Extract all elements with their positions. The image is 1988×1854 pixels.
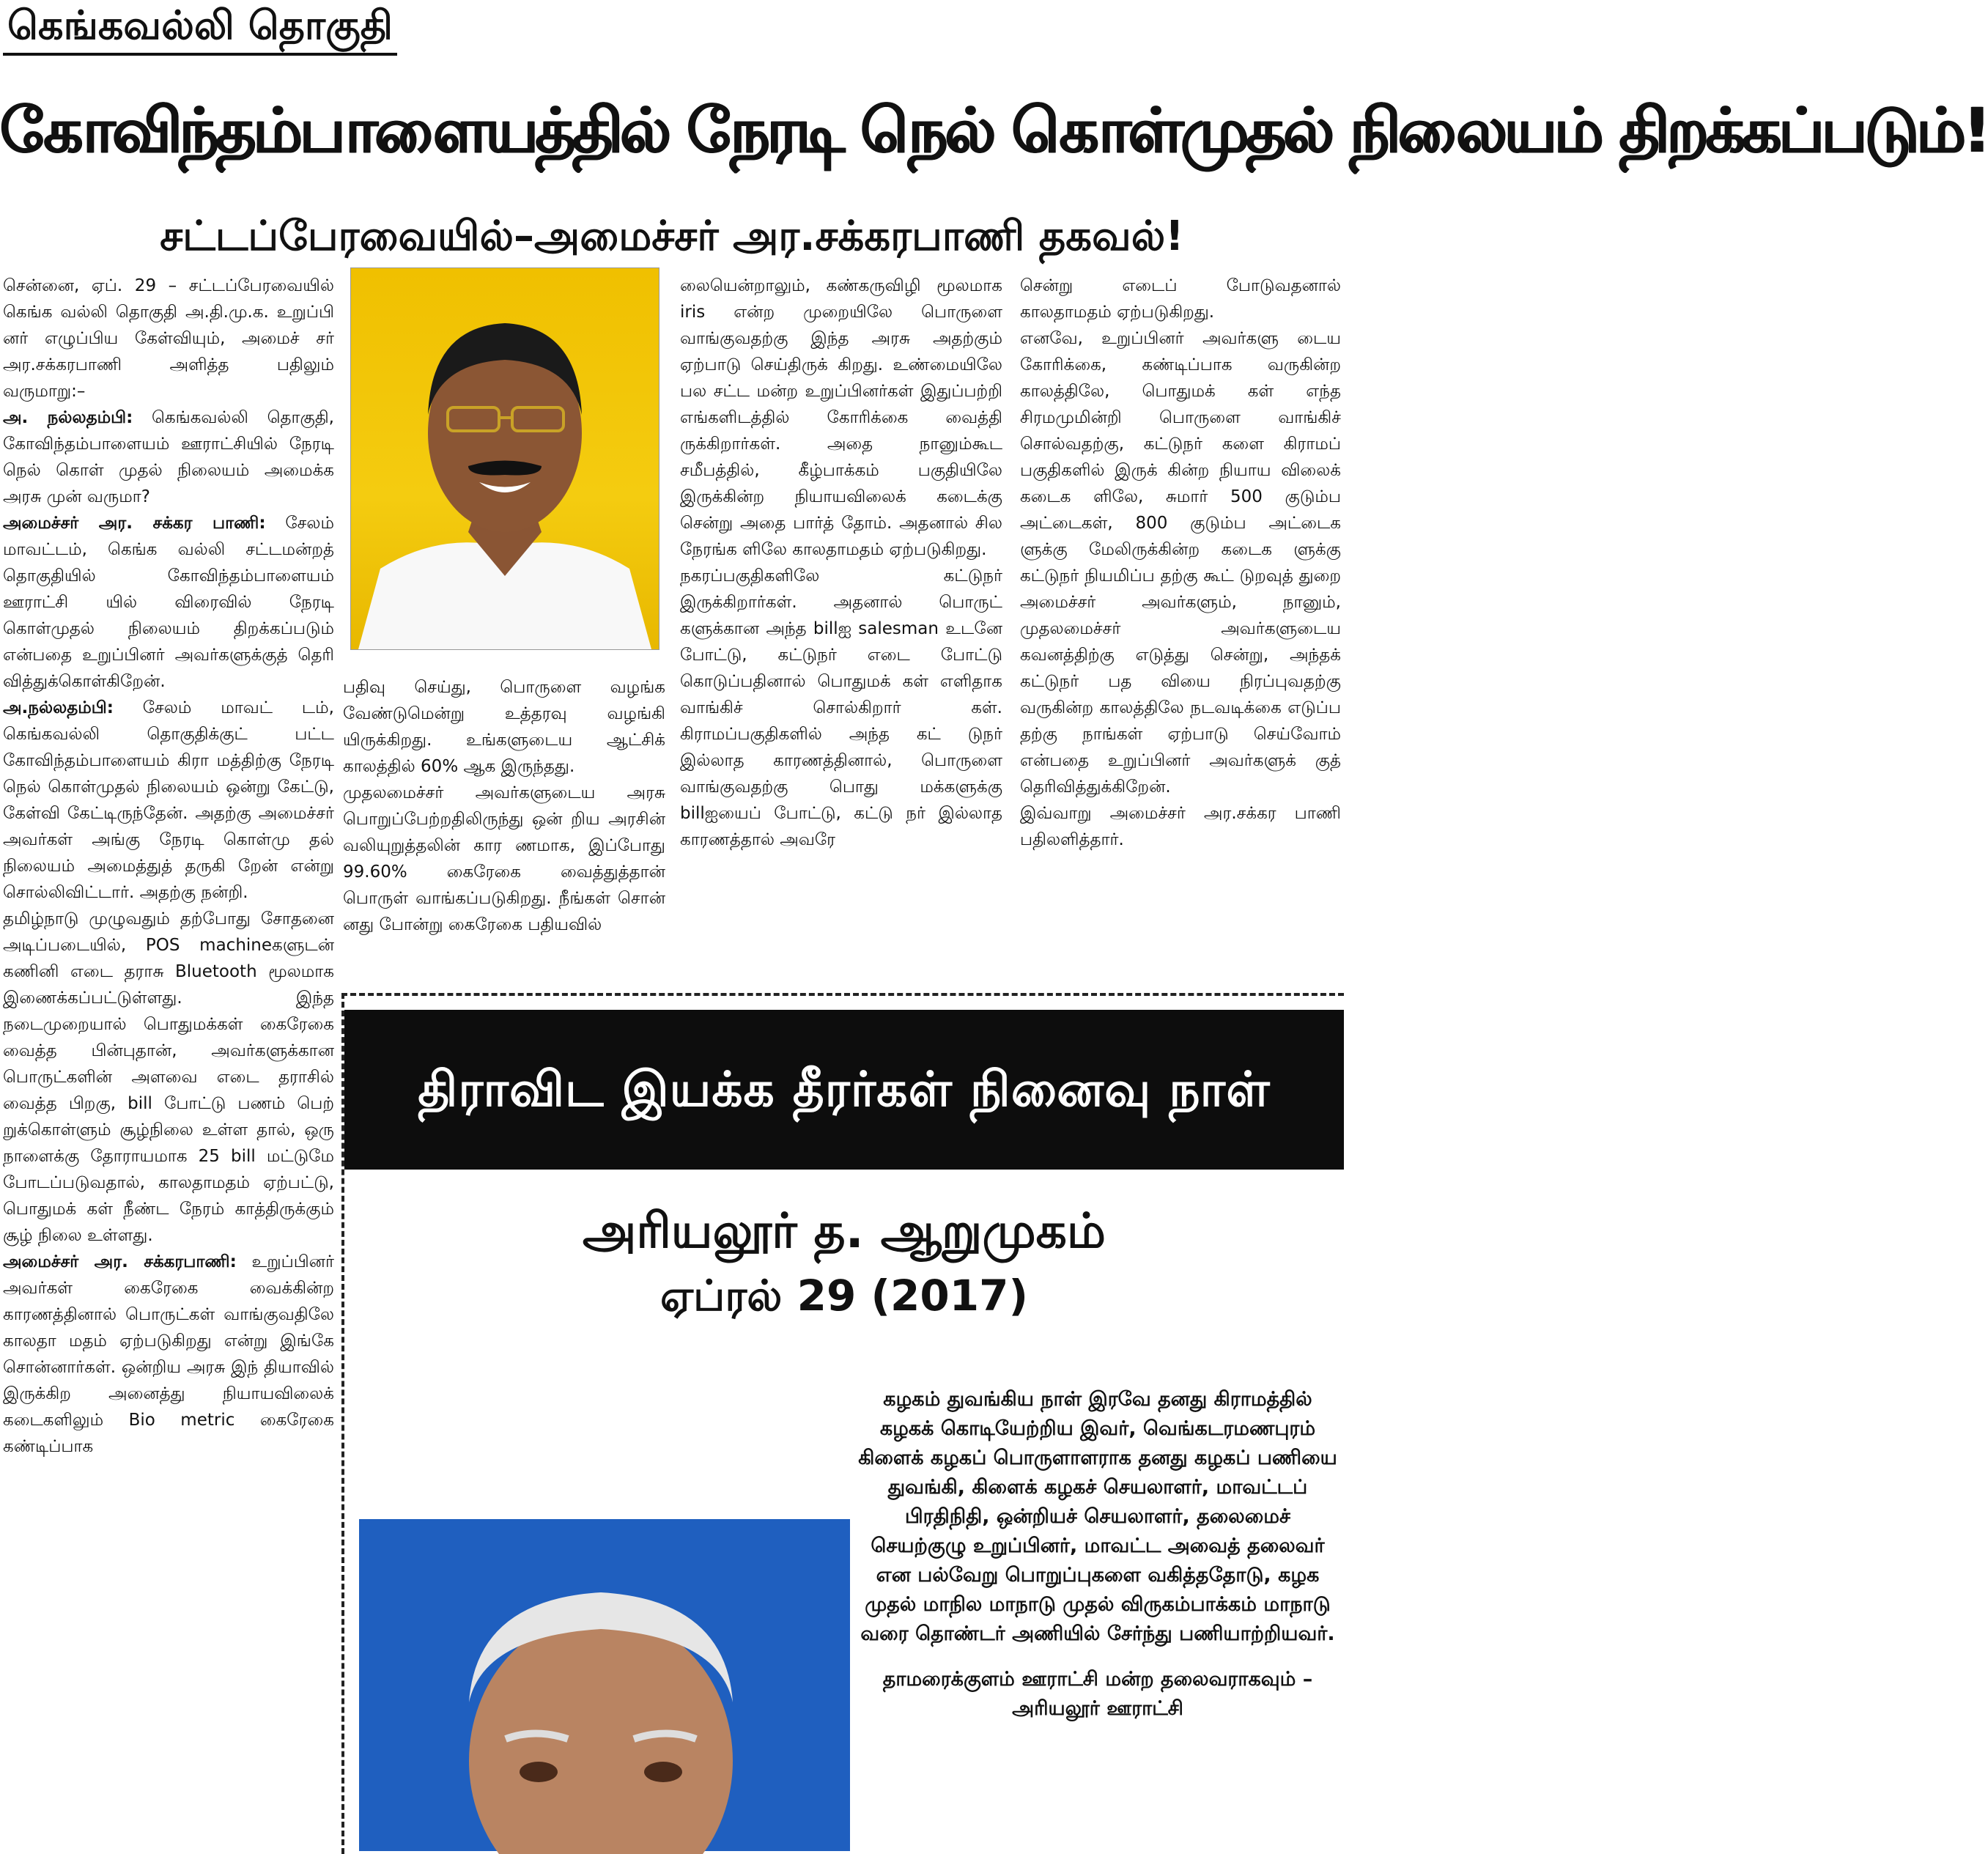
speaker-label: அமைச்சர் அர. சக்கரபாணி:: [3, 1252, 237, 1271]
speaker-label: அ.நல்லதம்பி:: [3, 698, 114, 717]
subheadline: சட்டப்பேரவையில்–அமைச்சர் அர.சக்கரபாணி தகவல்!: [160, 213, 1184, 260]
speaker-label: அ. நல்லதம்பி:: [3, 408, 133, 427]
article-column-2: [343, 674, 665, 982]
article-paragraph: நகரப்பகுதிகளிலே கட்டுநர் இருக்கிறார்கள். அதனால் பொருட் களுக்கான அந்த billஐ salesman உடனே போட்டு, கட்டுநர் எடை போட்டு கொடுப்பதினால் பொதுமக் கள் எளிதாக வாங்கிச் சொல்கிறார் கள். கிராமப்பகுதிகளில் அந்த கட் டுநர் இல்லாத காரணத்தினால், பொருளை வாங்குவதற்கு பொது மக்களுக்கு billஐயைப் போட்டு, கட்டு நர் இல்லாத காரணத்தால் அவரே: [680, 566, 1002, 849]
article-paragraph: சென்னை, ஏப். 29 – சட்டப்பேரவையில் கெங்க வல்லி தொகுதி அ.தி.மு.க. உறுப்பி னர் எழுப்பிய கேள்வியும், அமைச் சர் அர.சக்கரபாணி அளித்த பதிலும் வருமாறு:–: [3, 276, 334, 401]
memorial-photo: [359, 1519, 850, 1851]
memorial-banner: திராவிட இயக்க தீரர்கள் நினைவு நாள்: [344, 1010, 1344, 1170]
memorial-bio-text-2: தாமரைக்குளம் ஊராட்சி மன்ற தலைவராகவும் – அரியலூர் ஊராட்சி: [882, 1668, 1313, 1720]
portrait-illustration: [359, 1519, 850, 1851]
article-paragraph: எனவே, உறுப்பினர் அவர்களு டைய கோரிக்கை, கண்டிப்பாக வருகின்ற காலத்திலே, பொதுமக் கள் எந்த சிரமமுமின்றி பொருளை வாங்கிச் சொல்வதற்கு, கட்டுநர் களை கிராமப் பகுதிகளில் இருக் கின்ற நியாய விலைக் கடைக ளிலே, சுமார் 500 குடும்ப அட்டைகள், 800 குடும்ப அட்டைக ளுக்கு மேலிருக்கின்ற கடைக ளுக்கு கட்டுநர் நியமிப்ப தற்கு கூட் டுறவுத் துறை அமைச்சர் அவர்களும், நானும், முதலமைச்சர் அவர்களுடைய கவனத்திற்கு எடுத்து சென்று, அந்தக் கட்டுநர் பத வியை நிரப்புவதற்கு வருகின்ற காலத்திலே நடவடிக்கை எடுப்ப தற்கு நாங்கள் ஏற்பாடு செய்வோம் என்பதை உறுப்பினர் அவர்களுக் குத் தெரிவித்துக்கிறேன்.: [1020, 329, 1341, 797]
article-paragraph: முதலமைச்சர் அவர்களுடைய அரசு பொறுப்பேற்றதிலிருந்து ஒன் றிய அரசின் வலியுறுத்தலின் கார ணமாக, இப்போது 99.60% கைரேகை வைத்துத்தான் பொருள் வாங்கப்படுகிறது. நீங்கள் சொன் னது போன்று கைரேகை பதியவில்: [343, 783, 665, 934]
article-paragraph: சென்று எடைப் போடுவதனால் காலதாமதம் ஏற்படுகிறது.: [1020, 276, 1341, 322]
memorial-bio-text: கழகம் துவங்கிய நாள் இரவே தனது கிராமத்தில் கழகக் கொடியேற்றிய இவர், வெங்கடரமணபுரம் கிளைக் கழகப் பொருளாளராக தனது கழகப் பணியை துவங்கி, கிளைக் கழகச் செயலாளர், மாவட்டப் பிரதிநிதி, ஒன்றியச் செயலாளர், தலைமைச் செயற்குழு உறுப்பினர், மாவட்ட அவைத் தலைவர் என பல்வேறு பொறுப்புகளை வகித்ததோடு, கழக முதல் மாநில மாநாடு முதல் விருகம்பாக்கம் மாநாடு வரை தொண்டர் அணியில் சேர்ந்து பணியாற்றியவர்.: [858, 1388, 1337, 1645]
article-paragraph: லையென்றாலும், கண்கருவிழி மூலமாக iris என்ற முறையிலே பொருளை வாங்குவதற்கு இந்த அரசு அதற்கும் ஏற்பாடு செய்திருக் கிறது. உண்மையிலே பல சட்ட மன்ற உறுப்பினர்கள் இதுப்பற்றி எங்களிடத்தில் கோரிக்கை வைத்தி ருக்கிறார்கள். அதை நானும்கூட சமீபத்தில், கீழ்பாக்கம் பகுதியிலே இருக்கின்ற நியாயவிலைக் கடைக்கு சென்று அதை பார்த் தோம். அதனால் சில நேரங்க ளிலே காலதாமதம் ஏற்படுகிறது.: [680, 276, 1002, 559]
portrait-illustration: [351, 268, 659, 649]
section-tag: கெங்கவல்லி தொகுதி: [3, 0, 397, 56]
memorial-name: அரியலூர் த. ஆறுமுகம்: [583, 1203, 1106, 1259]
article-paragraph: கெங்கவல்லி தொகுதி, கோவிந்தம்பாளையம் ஊராட்சியில் நேரடி நெல் கொள் முதல் நிலையம் அமைக்க அரசு முன் வருமா?: [3, 408, 334, 506]
article-column-4: [1020, 273, 1341, 983]
article-paragraph: சேலம் மாவட்டம், கெங்க வல்லி சட்டமன்றத் தொகுதியில் கோவிந்தம்பாளையம் ஊராட்சி யில் விரைவில் நேரடி கொள்முதல் நிலையம் திறக்கப்படும் என்பதை உறுப்பினர் அவர்களுக்குத் தெரி வித்துக்கொள்கிறேன்.: [3, 514, 334, 691]
memorial-bio: [854, 1385, 1341, 1851]
article-paragraph: உறுப்பினர் அவர்கள் கைரேகை வைக்கின்ற காரணத்தினால் பொருட்கள் வாங்குவதிலே காலதா மதம் ஏற்படுகிறது என்று இங்கே சொன்னார்கள். ஒன்றிய அரசு இந் தியாவில் இருக்கிற அனைத்து நியாயவிலைக் கடைகளிலும் Bio metric கைரேகை கண்டிப்பாக: [3, 1252, 334, 1456]
article-column-1: [3, 273, 334, 1851]
article-column-3: [680, 273, 1002, 983]
article-paragraph: தமிழ்நாடு முழுவதும் தற்போது சோதனை அடிப்படையில், POS machineகளுடன் கணினி எடை தராசு Bluetooth மூலமாக இணைக்கப்பட்டுள்ளது. இந்த நடைமுறையால் பொதுமக்கள் கைரேகை வைத்த பின்புதான், அவர்களுக்கான பொருட்களின் அளவை எடை தராசில் வைத்த பிறகு, bill போட்டு பணம் பெற் றுக்கொள்ளும் சூழ்நிலை உள்ள தால், ஒரு நாளைக்கு தோராயமாக 25 bill மட்டுமே போடப்படுவதால், காலதாமதம் ஏற்பட்டு, பொதுமக் கள் நீண்ட நேரம் காத்திருக்கும் சூழ் நிலை உள்ளது.: [3, 909, 334, 1245]
article-paragraph: இவ்வாறு அமைச்சர் அர.சக்கர பாணி பதிலளித்தார்.: [1020, 804, 1341, 849]
memorial-date: ஏப்ரல் 29 (2017): [660, 1271, 1028, 1321]
article-paragraph: சேலம் மாவட் டம், கெங்கவல்லி தொகுதிக்குட் பட்ட கோவிந்தம்பாளையம் கிரா மத்திற்கு நேரடி நெல் கொள்முதல் நிலையம் ஒன்று கேட்டு, கேள்வி கேட்டிருந்தேன். அதற்கு அமைச்சர் அவர்கள் அங்கு நேரடி கொள்மு தல் நிலையம் அமைத்துத் தருகி றேன் என்று சொல்லிவிட்டார். அதற்கு நன்றி.: [3, 698, 334, 902]
headline: கோவிந்தம்பாளையத்தில் நேரடி நெல் கொள்முதல் நிலையம் திறக்கப்படும்!: [0, 95, 1988, 166]
speaker-label: அமைச்சர் அர. சக்கர பாணி:: [3, 514, 266, 533]
article-paragraph: பதிவு செய்து, பொருளை வழங்க வேண்டுமென்று உத்தரவு வழங்கி யிருக்கிறது. உங்களுடைய ஆட்சிக் காலத்தில் 60% ஆக இருந்தது.: [343, 678, 665, 776]
minister-photo: [350, 267, 659, 650]
